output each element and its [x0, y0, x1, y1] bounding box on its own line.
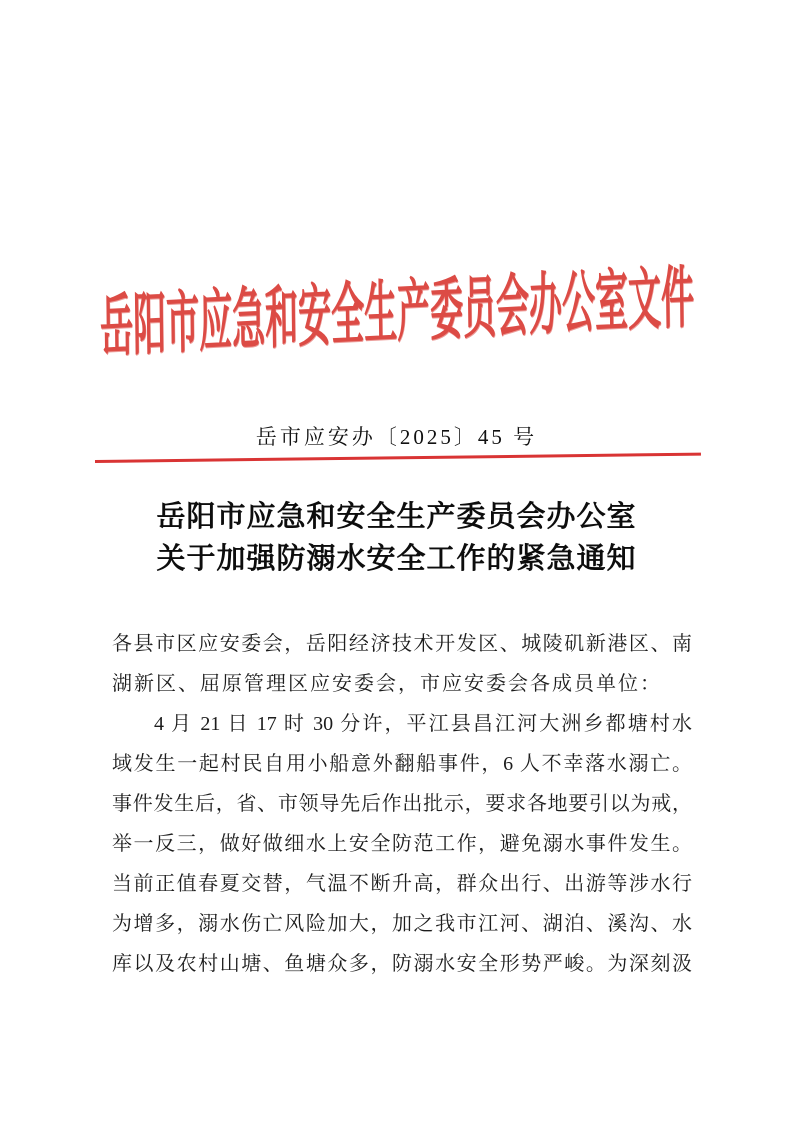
body-text-line: 各县市区应安委会，岳阳经济技术开发区、城陵矶新港区、南 [112, 633, 692, 655]
red-header-banner [0, 252, 793, 366]
body-text-line: 为增多，溺水伤亡风险加大，加之我市江河、湖泊、溪沟、水 [112, 913, 692, 935]
body-text-line: 域发生一起村民自用小船意外翻船事件，6 人不幸落水溺亡。 [112, 753, 692, 775]
body-text-line: 事件发生后，省、市领导先后作出批示，要求各地要引以为戒， [112, 793, 692, 815]
body-text-line: 当前正值春夏交替，气温不断升高，群众出行、出游等涉水行 [112, 873, 692, 895]
body-text-line: 4 月 21 日 17 时 30 分许，平江县昌江河大洲乡都塘村水 [154, 713, 692, 735]
body-text-line: 湖新区、屈原管理区应安委会，市应安委会各成员单位： [112, 673, 662, 695]
document-title-line1: 岳阳市应急和安全生产委员会办公室 [156, 501, 637, 533]
body-text-line: 举一反三，做好做细水上安全防范工作，避免溺水事件发生。 [112, 833, 692, 855]
document-number: 岳市应安办〔2025〕45 号 [255, 425, 538, 449]
red-divider-line [95, 453, 701, 463]
document-body [112, 624, 692, 984]
document-title [0, 496, 793, 580]
document-title-line2: 关于加强防溺水安全工作的紧急通知 [156, 543, 637, 575]
body-text-line: 库以及农村山塘、鱼塘众多，防溺水安全形势严峻。为深刻汲 [112, 953, 692, 975]
agency-name-banner: 岳阳市应急和安全生产委员会办公室文件 [99, 262, 694, 366]
